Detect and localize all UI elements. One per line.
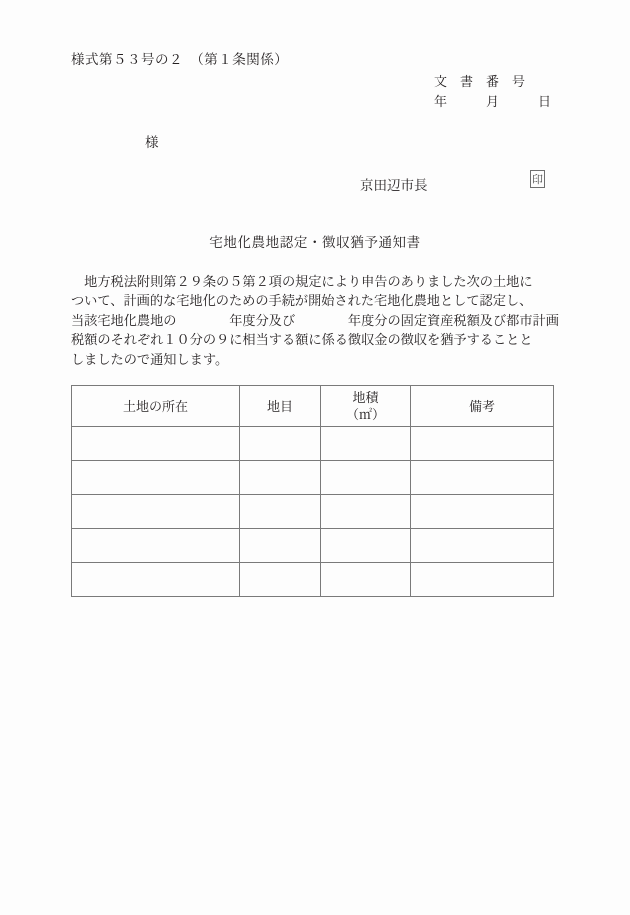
table-row <box>72 495 554 529</box>
seal-icon: 印 <box>530 170 545 188</box>
cell-location[interactable] <box>72 461 240 495</box>
cell-remarks[interactable] <box>411 495 554 529</box>
body-paragraph <box>71 272 559 369</box>
page-title: 宅地化農地認定・徴収猶予通知書 <box>209 235 421 250</box>
cell-location[interactable] <box>72 495 240 529</box>
cell-area[interactable] <box>321 495 411 529</box>
cell-area[interactable] <box>321 461 411 495</box>
cell-remarks[interactable] <box>411 461 554 495</box>
cell-land-category[interactable] <box>240 427 321 461</box>
body-line: しましたので通知します。 <box>71 351 229 367</box>
cell-land-category[interactable] <box>240 495 321 529</box>
cell-location[interactable] <box>72 563 240 597</box>
cell-remarks[interactable] <box>411 427 554 461</box>
addressee-honorific: 様 <box>145 135 159 150</box>
cell-remarks[interactable] <box>411 529 554 563</box>
cell-location[interactable] <box>72 427 240 461</box>
table-header-row <box>72 386 554 427</box>
header-area <box>321 386 411 427</box>
body-line: ついて、計画的な宅地化のための手続が開始された宅地化農地として認定し、 <box>71 293 533 309</box>
cell-area[interactable] <box>321 427 411 461</box>
cell-land-category[interactable] <box>240 529 321 563</box>
table-row <box>72 563 554 597</box>
document-date-label: 年 月 日 <box>433 94 551 109</box>
table-row <box>72 427 554 461</box>
body-line: 税額のそれぞれ１０分の９に相当する額に係る徴収金の徴収を猶予することと <box>71 332 533 348</box>
cell-location[interactable] <box>72 529 240 563</box>
cell-area[interactable] <box>321 529 411 563</box>
cell-area[interactable] <box>321 563 411 597</box>
header-land-category: 地目 <box>240 386 321 427</box>
table-row <box>72 529 554 563</box>
body-line: 当該宅地化農地の 年度分及び 年度分の固定資産税額及び都市計画 <box>71 312 559 328</box>
document-meta-block <box>434 72 551 112</box>
cell-land-category[interactable] <box>240 461 321 495</box>
body-line: 地方税法附則第２９条の５第２項の規定により申告のありました次の土地に <box>71 274 533 289</box>
header-location: 土地の所在 <box>72 386 240 427</box>
land-details-table <box>71 385 554 597</box>
form-number: 様式第５３号の２ （第１条関係） <box>71 52 289 67</box>
issuer-name: 京田辺市長 <box>360 178 428 193</box>
cell-remarks[interactable] <box>411 563 554 597</box>
cell-land-category[interactable] <box>240 563 321 597</box>
table-row <box>72 461 554 495</box>
header-remarks: 備考 <box>411 386 554 427</box>
header-area-main: 地積 <box>352 390 379 405</box>
header-area-unit: （㎡） <box>345 407 385 422</box>
issuer-row <box>360 173 550 197</box>
document-number-label: 文 書 番 号 <box>433 74 525 89</box>
